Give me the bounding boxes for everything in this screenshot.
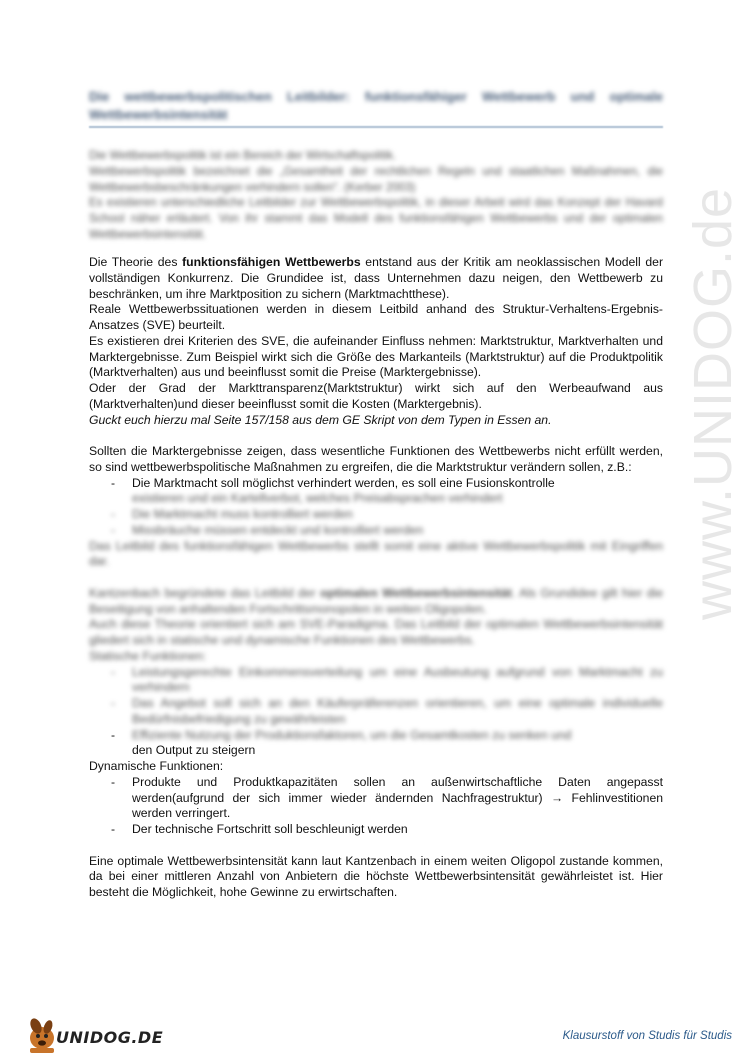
intro-paragraph-2: Wettbewerbspolitik bezeichnet die „Gesamtheit der rechtlichen Regeln und staatlichen Maßnahmen, die Wettbewerbsbeschränkungen verhindern sollen“. (Kerber 2003) xyxy=(89,164,663,194)
document-page: Die wettbewerbspolitischen Leitbilder: funktionsfähiger Wettbewerb und optimale Wettbewerbsintensität Die Wettbewerbspolitik ist ein Bereich der Wirtschaftspolitik. Wettbewerbspolitik bezeichnet die „Gesamtheit der rechtlichen Regeln und staatlichen Maßnahmen, die Wettbewerbsbeschränkungen verhindern sollen“. (Kerber 2003) Es existieren unterschiedliche Leitbilder zur Wettbewerbspolitik, in dieser Arbeit wird das Konzept der Havard School näher erläutert. Von ihr stammt das Modell des funktionsfähigen Wettbewerbs und der optimalen Wettbewerbsintensität. Die Theorie des funktionsfähigen Wettbewerbs entstand aus der Kritik am neoklassischen Modell der vollständigen Konkurrenz. Die Grundidee ist, dass Unternehmen dazu neigen, den Wettbewerb zu beschränken, um ihre Marktposition zu sichern (Marktmachtthese). Reale Wettbewerbssituationen werden in diesem Leitbild anhand des Struktur-Verhaltens-Ergebnis-Ansatzes (SVE) beurteilt. Es existieren drei Kriterien des SVE, die aufeinander Einfluss nehmen: Marktstruktur, Marktverhalten und Marktergebnisse. Zum Beispiel wirkt sich die Größe des Markanteils (Marktstruktur) auf die Produktpolitik (Marktverhalten) aus und beeinflusst somit die Preise (Marktergebnisse). Oder der Grad der Markttransparenz(Marktstruktur) wirkt sich auf den Werbeaufwand aus (Marktverhalten)und dieser beeinflusst somit die Kosten (Marktergebnis). Guckt euch hierzu mal Seite 157/158 aus dem GE Skript von dem Typen in Essen an. Sollten die Marktergebnisse zeigen, dass wesentliche Funktionen des Wettbewerbs nicht erfüllt werden, so sind wettbewerbspolitische Maßnahmen zu ergreifen, die die Marktstruktur verändern sollen, z.B.: - Die Marktmacht soll möglichst verhindert werden, es soll eine Fusionskontrolle existieren und ein Kartellverbot, welches Preisabsprachen verhindert - Die Marktmacht muss kontrolliert werden - Missbräuche müssen entdeckt und kontrolliert werden Das Leitbild des funktionsfähigen Wettbewerbs stellt somit eine aktive Wettbewerbspolitik mit Eingriffen dar. Kantzenbach begründete das Leitbild der optimalen Wettbewerbsintensität. Als Grundidee gilt hier die Beseitigung von anhaltenden Fortschrittsmonopolen in weiten Oligopolen. Auch diese Theorie orientiert sich am SVE-Paradigma. Das Leitbild der optimalen Wettbewerbsintensität gliedert sich in statische und dynamische Funktionen des Wettbewerbs. Statische Funktionen: - Leistungsgerechte Einkommensverteilung um eine Ausbeutung aufgrund von Marktmacht zu verhindern - Das Angebot soll sich an den Käuferpräferenzen orientieren, um eine optimale individuelle Bedürfnisbefriedigung zu gewährleisten - Effiziente Nutzung der Produktionsfaktoren, um die Gesamtkosten zu senken und den Output zu steigern Dynamische Funktionen: - Produkte und Produktkapazitäten sollen an außenwirtschaftliche Daten angepasst werden(aufgrund der sich immer wieder ändernden Nachfragestruktur) → Fehlinvestitionen werden verringert. - Der technische Fortschritt soll beschleunigt werden Eine optimale Wettbewerbsintensität kann laut Kantzenbach in einem weiten Oligopol zustande kommen, da bei einer mittleren Anzahl von Anbietern die höchste Wettbewerbsintensität gewährleistet ist. Hier besteht die Möglichkeit, hohe Gewinne zu erwirtschaften. www.UNIDOG.de UNIDOG.DE Klausurstoff von Studis für Studis xyxy=(0,0,750,1060)
list-item: - Leistungsgerechte Einkommensverteilung um eine Ausbeutung aufgrund von Marktmacht zu verhindern xyxy=(89,665,663,697)
list-item: - Der technische Fortschritt soll beschleunigt werden xyxy=(89,822,663,838)
dynamic-functions-list xyxy=(89,775,663,838)
list-item: - Missbräuche müssen entdeckt und kontrolliert werden xyxy=(89,523,663,539)
document-title: Die wettbewerbspolitischen Leitbilder: funktionsfähiger Wettbewerb und optimale Wettbewerbsintensität xyxy=(89,89,663,122)
paragraph-kantzenbach: Kantzenbach begründete das Leitbild der optimalen Wettbewerbsintensität. Als Grundidee gilt hier die Beseitigung von anhaltenden Fortschrittsmonopolen in weiten Oligopolen. xyxy=(89,585,663,616)
list-item: - Die Marktmacht soll möglichst verhindert werden, es soll eine Fusionskontrolle existieren und ein Kartellverbot, welches Preisabsprachen verhindert xyxy=(89,476,663,508)
intro-paragraph-1: Die Wettbewerbspolitik ist ein Bereich der Wirtschaftspolitik. xyxy=(89,149,397,162)
intro-paragraph-3: Es existieren unterschiedliche Leitbilder zur Wettbewerbspolitik, in dieser Arbeit wird das Konzept der Havard School näher erläutert. Von ihr stammt das Modell des funktionsfähigen Wettbewerbs und der optimalen Wettbewerbsintensität. xyxy=(89,196,663,241)
paragraph-sve: Reale Wettbewerbssituationen werden in diesem Leitbild anhand des Struktur-Verhaltens-Ergebnis-Ansatzes (SVE) beurteilt. xyxy=(89,302,663,332)
paragraph-fazit: Eine optimale Wettbewerbsintensität kann laut Kantzenbach in einem weiten Oligopol zustande kommen, da bei einer mittleren Anzahl von Anbietern die höchste Wettbewerbsintensität gewährleistet ist. Hier besteht die Möglichkeit, hohe Gewinne zu erwirtschaften. xyxy=(89,853,663,899)
paragraph-markttransparenz: Oder der Grad der Markttransparenz(Marktstruktur) wirkt sich auf den Werbeaufwand aus (Marktverhalten)und dieser beeinflusst somit die Kosten (Marktergebnis). xyxy=(89,381,663,411)
paragraph-funktionsfaehiger-wettbewerb: Die Theorie des funktionsfähigen Wettbewerbs entstand aus der Kritik am neoklassischen Modell der vollständigen Konkurrenz. Die Grundidee ist, dass Unternehmen dazu neigen, den Wettbewerb zu beschränken, um ihre Marktposition zu sichern (Marktmachtthese). xyxy=(89,255,663,301)
paragraph-hinweis: Guckt euch hierzu mal Seite 157/158 aus dem GE Skript von dem Typen in Essen an. xyxy=(89,412,552,427)
list-item: - Effiziente Nutzung der Produktionsfaktoren, um die Gesamtkosten zu senken und den Output zu steigern xyxy=(89,728,663,760)
massnahmen-list xyxy=(89,476,663,539)
list-item: - Produkte und Produktkapazitäten sollen an außenwirtschaftliche Daten angepasst werden(aufgrund der sich immer wieder ändernden Nachfragestruktur) → Fehlinvestitionen werden verringert. xyxy=(89,775,663,822)
paragraph-sve-paradigma: Auch diese Theorie orientiert sich am SVE-Paradigma. Das Leitbild der optimalen Wettbewerbsintensität gliedert sich in statische und dynamische Funktionen des Wettbewerbs. xyxy=(89,617,663,647)
dynamic-functions-label: Dynamische Funktionen: xyxy=(89,759,224,773)
logo-text: UNIDOG.DE xyxy=(56,1028,164,1047)
static-functions-list xyxy=(89,665,663,760)
paragraph-aktive-politik: Das Leitbild des funktionsfähigen Wettbewerbs stellt somit eine aktive Wettbewerbspolitik mit Eingriffen dar. xyxy=(89,538,663,569)
paragraph-massnahmen: Sollten die Marktergebnisse zeigen, dass wesentliche Funktionen des Wettbewerbs nicht erfüllt werden, so sind wettbewerbspolitische Maßnahmen zu ergreifen, die die Marktstruktur verändern sollen, z.B.: xyxy=(89,444,663,474)
title-divider xyxy=(89,126,663,128)
paragraph-kriterien: Es existieren drei Kriterien des SVE, die aufeinander Einfluss nehmen: Marktstruktur, Marktverhalten und Marktergebnisse. Zum Beispiel wirkt sich die Größe des Markanteils (Marktstruktur) auf die Produktpolitik (Marktverhalten) aus und beeinflusst somit die Preise (Marktergebnisse). xyxy=(89,333,663,380)
static-functions-label: Statische Funktionen: xyxy=(89,648,207,663)
list-item: - Die Marktmacht muss kontrolliert werden xyxy=(89,507,663,523)
footer-tagline: Klausurstoff von Studis für Studis xyxy=(562,1030,732,1042)
term-funktionsfaehiger-wettbewerb: funktionsfähigen Wettbewerbs xyxy=(182,255,361,269)
list-item: - Das Angebot soll sich an den Käuferpräferenzen orientieren, um eine optimale individuelle Bedürfnisbefriedigung zu gewährleisten xyxy=(89,696,663,728)
intro-section xyxy=(89,148,663,243)
main-text xyxy=(89,255,663,901)
